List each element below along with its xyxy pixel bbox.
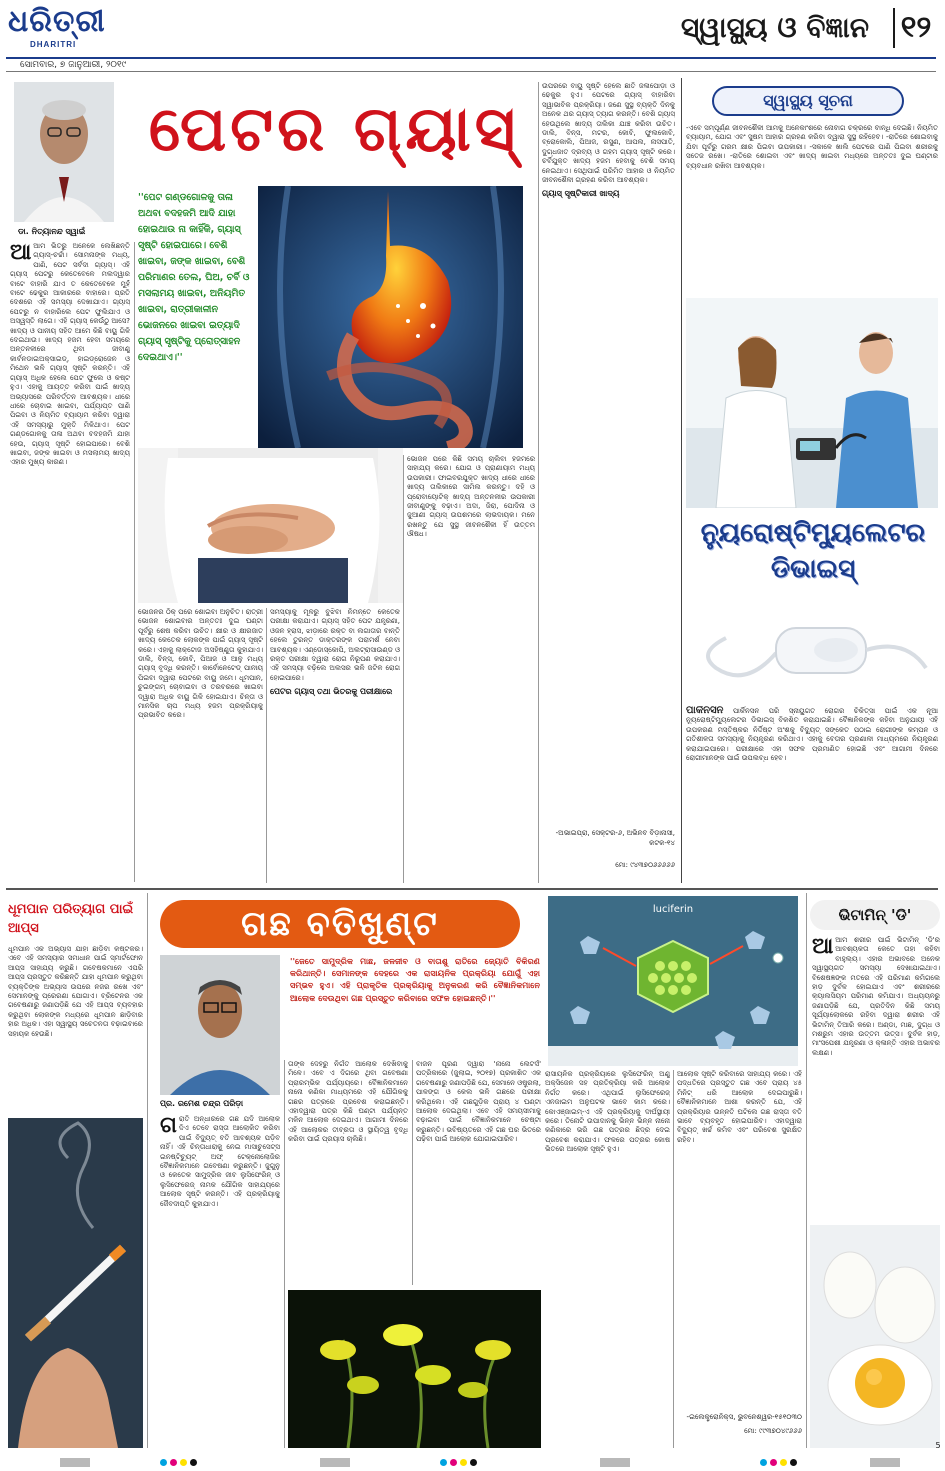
column-rule — [284, 1060, 285, 1448]
registration-block — [320, 1458, 350, 1467]
tree-author-photo — [160, 955, 280, 1095]
tests-subheading: ପେଟର ଗ୍ୟାସ୍ ତଥା ଭିତରକୁ ପରୀକ୍ଷାରେ — [270, 687, 393, 697]
tree-article-phone: ମୋ: ୯୯୩୭୦୪୯୬୬୬ — [744, 1427, 802, 1435]
registration-dot-yellow — [460, 1459, 467, 1466]
column-rule — [412, 1060, 413, 1285]
registration-dot-magenta — [770, 1459, 777, 1466]
smoking-headline: ଧୂମପାନ ପରିତ୍ୟାଗ ପାଇଁ ଆପ୍ସ — [8, 902, 134, 936]
nanoparticle-diagram — [548, 1066, 798, 1067]
tree-article-banner — [160, 900, 520, 948]
tree-author-name: ପ୍ର. ରମେଶ ଚନ୍ଦ୍ର ପରିଡ଼ା — [160, 1099, 244, 1108]
registration-block — [60, 1458, 90, 1467]
luciferin-diagram — [548, 896, 798, 1066]
article-phone: ମୋ: ୯୪୩୭୦୬୬୬୬୬ — [615, 861, 675, 869]
device-article-text — [686, 706, 938, 884]
dropcap: ଗ — [160, 1115, 177, 1138]
masthead — [0, 0, 945, 75]
dropcap: ଆ — [10, 242, 32, 265]
main-article-column-4: ଭୋଜନ ପରେ କିଛି ସମୟ ଚାଲିବା ହଜମରେ ସାହାଯ୍ୟ କରେ। ଯୋଗ ଓ ପ୍ରାଣାୟାମ ମଧ୍ୟ ଉପକାରୀ। ଫାଇବରଯୁକ୍ତ ଖାଦ୍ୟ ଧୀରେ ଧୀରେ ଖାଦ୍ୟ ତାଲିକାରେ ସାମିଲ କରନ୍ତୁ। ଦହି ଓ ପ୍ରୋବାୟୋଟିକ୍ ଖାଦ୍ୟ ଅନ୍ତନଳୀର ଉପକାରୀ ଜୀବାଣୁଙ୍କୁ ବଢ଼ାଏ। ଅଦା, ଜିରା, ପୋଦିନା ଓ ଜୁଆଣୀ ଗ୍ୟାସ୍ ଉପଶମରେ ଲାଭଦାୟକ। ମନେ ରଖନ୍ତୁ ଯେ ସୁସ୍ଥ ଜୀବନଶୈଳୀ ହିଁ ଉତ୍ତମ ଔଷଧ। — [407, 455, 535, 539]
column-rule — [538, 82, 539, 883]
device-article-body: ପାର୍କିନସନ ପରି ସ୍ନାୟୁଗତ ରୋଗର ଚିକିତ୍ସା ପାଇଁ ଏକ ନୂଆ ନ୍ୟୁରୋଷ୍ଟିମ୍ୟୁଲେଟର ଡିଭାଇସ୍ ବିକଶିତ କରାଯାଇଛି। ବୈଜ୍ଞାନିକଙ୍କ କହିବା ଅନୁଯାୟୀ ଏହି ଉପକରଣ ମସ୍ତିଷ୍କର ନିର୍ଦ୍ଦିଷ୍ଟ ଅଂଶକୁ ବିଦ୍ୟୁତ୍ ସଙ୍କେତ ପଠାଇ ରୋଗୀଙ୍କ କମ୍ପନ ଓ ଗତିଶୀଳତା ସମସ୍ୟାକୁ ନିୟନ୍ତ୍ରଣ କରିଥାଏ। ଏହାକୁ ବେତାର ପ୍ରଣାଳୀ ମାଧ୍ୟମରେ ନିୟନ୍ତ୍ରଣ କରାଯାଇପାରେ। ପରୀକ୍ଷାରେ ଏହା ସଫଳ ପ୍ରମାଣିତ ହୋଇଛି ଏବଂ ଆଗାମୀ ଦିନରେ ରୋଗୀମାନଙ୍କ ପାଇଁ ଉପଲବ୍ଧ ହେବ। — [686, 707, 938, 763]
registration-dot-magenta — [450, 1459, 457, 1466]
page-number: ୧୨ — [893, 8, 937, 48]
folio-number: 5 — [935, 1441, 941, 1450]
column-rule — [806, 893, 807, 1448]
headline: ପେଟର ଗ୍ୟାସ୍ — [148, 92, 520, 165]
registration-dot-cyan — [760, 1459, 767, 1466]
registration-dot-cyan — [440, 1459, 447, 1466]
vitamin-d-body: ଆମ ଶରୀର ପାଇଁ ଭିଟାମିନ୍ 'ଡି'ର ଆବଶ୍ୟକତା କେତେ ତାହା କହିବା ବାହୁଲ୍ୟ। ଏହାର ଅଭାବରେ ଅନେକ ସ୍ୱାସ୍ଥ୍ୟଗତ ସମସ୍ୟା ଦେଖାଯାଇଥାଏ। ବିଶେଷଜ୍ଞଙ୍କ ମତରେ ଏହି ପରିମାଣ କମିଗଲେ ହାଡ଼ ଦୁର୍ବଳ ହୋଇଯାଏ ଏବଂ ଶରୀରରେ କ୍ୟାଲସିୟମ ପରିମାଣ କମିଯାଏ। ଅଧ୍ୟୟନରୁ ଜଣାପଡ଼ିଛି ଯେ, ପ୍ରତିଦିନ କିଛି ସମୟ ସୂର୍ଯ୍ୟାଲୋକରେ ରହିବା ଦ୍ୱାରା ଶରୀର ଏହି ଭିଟାମିନ୍ ତିଆରି କରେ। ଅଣ୍ଡା, ମାଛ, ଦୁଗ୍ଧ ଓ ମଶରୁମ ଏହାର ଉତ୍ତମ ଉତ୍ସ। ଦୁର୍ବଳ ହାଡ଼, ମାଂସପେଶୀ ଯନ୍ତ୍ରଣା ଓ କ୍ଳାନ୍ତି ଏହାର ଅଭାବର ଲକ୍ଷଣ। — [812, 936, 940, 1057]
tree-article-column-3: ବାଜନ ପୂରଣ ଦ୍ୱାରା 'ନାନୋ ଲେଟର୍ସ' ପତ୍ରିକାରେ (ଜୁଲାଇ, ୨୦୧୭) ପ୍ରକାଶିତ ଏକ ଗବେଷଣାରୁ ଜଣାପଡ଼ିଛି ଯେ, ସେମାନେ ଓଷ୍ଟ୍ରଲା, ପାଳଙ୍ଗ ଓ କେଲ ଭଳି ଗଛରେ ପରୀକ୍ଷା କରିଥିଲେ। ଏହି ଗଛଗୁଡ଼ିକ ପ୍ରାୟ ୪ ଘଣ୍ଟା ଆଲୋକ ଦେଇଥିଲା। ଏବେ ଏହି ସମୟସୀମାକୁ ବଢ଼ାଇବା ପାଇଁ ବୈଜ୍ଞାନିକମାନେ ଚେଷ୍ଟା କରୁଛନ୍ତି। ଭବିଷ୍ୟତରେ ଏହି ଗଛ ଘର ଭିତରେ ପଢ଼ିବା ପାଇଁ ଆଲୋକ ଯୋଗାଇପାରିବ। — [416, 1060, 541, 1144]
tree-article-column-2: ତାଙ୍କ ଦେହରୁ ନିର୍ଗତ ଆଲୋକ ଦେଖିବାକୁ ମିଳେ। ଏବେ ଏ ଦିଗରେ ଥିବା ଗବେଷଣା ପ୍ରାରମ୍ଭିକ ପର୍ଯ୍ୟାୟରେ। ବୈଜ୍ଞାନିକମାନେ ନାନୋ କଣିକା ମାଧ୍ୟମରେ ଏହି ଯୌଗିକକୁ ଗଛର ପତ୍ରରେ ପ୍ରବେଶ କରାଇଛନ୍ତି। ଏହାଦ୍ୱାରା ପତ୍ର କିଛି ଘଣ୍ଟା ପର୍ଯ୍ୟନ୍ତ ମଳିନ ଆଲୋକ ଦେଇଥାଏ। ଆଗାମୀ ଦିନରେ ଏହି ଆଲୋକର ତୀବ୍ରତା ଓ ସ୍ଥାୟିତ୍ୱ ବୃଦ୍ଧି କରିବା ପାଇଁ ପ୍ରୟାସ ଚାଲିଛି। — [288, 1060, 408, 1144]
tree-article-intro: ''ଜେତେ ସାମୁଦ୍ରିକ ମାଛ, ଜଳଜୀବ ଓ ବାତାଶୁ ରାତିରେ ଜ୍ୟୋତି ବିକିରଣ କରିଥାନ୍ତି। ସେମାନଙ୍କ ଦେହରେ ଏକ ରାସାୟନିକ ପ୍ରକ୍ରିୟା ଯୋଗୁଁ ଏହା ସମ୍ଭବ ହୁଏ। ଏହି ପ୍ରାକୃତିକ ପ୍ରକ୍ରିୟାକୁ ଅନୁକରଣ କରି ବୈଜ୍ଞାନିକମାନେ ଆଲୋକ ଦେଉଥିବା ଗଛ ପ୍ରସ୍ତୁତ କରିବାରେ ସଫଳ ହୋଇଛନ୍ତି।'' — [290, 956, 540, 1003]
doctor-bp-photo — [686, 298, 938, 508]
registration-dot-black — [790, 1459, 797, 1466]
registration-dot-yellow — [780, 1459, 787, 1466]
section-divider — [6, 888, 938, 890]
main-article-col3-text: ସମସ୍ୟାକୁ ମୂଳରୁ ବୁଝିବା ନିମନ୍ତେ କେତେକ ପରୀକ୍ଷା କରାଯାଏ। ଗ୍ୟାସ୍ ସହିତ ପେଟ ଯନ୍ତ୍ରଣା, ଓଜନ ହ୍ରାସ, ଝାଡ଼ାରେ ରକ୍ତ ବା ଲଗାତାର ବାନ୍ତି ହେଲେ ତୁରନ୍ତ ଡାକ୍ତରଙ୍କ ପରାମର୍ଶ ନେବା ଆବଶ୍ୟକ। ଏଣ୍ଡୋସ୍କୋପି, ଅଲଟ୍ରାସାଉଣ୍ଡ ଓ ରକ୍ତ ପରୀକ୍ଷା ଦ୍ୱାରା ରୋଗ ନିରୂପଣ କରାଯାଏ। ଏହି ସମସ୍ୟା ବଢ଼ିଲେ ଅଲସର ଭଳି ଜଟିଳ ରୋଗ ହୋଇପାରେ। — [270, 608, 400, 682]
tree-article-headline: ଗଛ ବତିଖୁଣ୍ଟ — [241, 904, 439, 944]
column-rule — [266, 608, 267, 883]
main-article-column-3 — [270, 608, 400, 883]
cigarette-photo — [8, 1118, 143, 1448]
column-rule — [403, 455, 404, 883]
main-article-column-2: ଭୋଜନର ଠିକ୍ ପରେ ଶୋଇବା ଅନୁଚିତ। ରାତ୍ରୀ ଭୋଜନ ଶୋଇବାର ଅନ୍ତତଃ ଦୁଇ ଘଣ୍ଟା ପୂର୍ବରୁ ଶେଷ କରିବା ଉଚିତ। କ୍ଷୀର ଓ କ୍ଷୀରଜାତ ଖାଦ୍ୟ କେତେକ ଲୋକଙ୍କ ପାଇଁ ଗ୍ୟାସ୍ ସୃଷ୍ଟି କରେ। ଏହାକୁ ଲାକ୍ଟୋଜ ଅସହିଷ୍ଣୁତା କୁହାଯାଏ। ଡାଲି, ବିନ୍ସ, କୋବି, ପିଆଜ ଓ ଆଳୁ ମଧ୍ୟ ଗ୍ୟାସ୍ ବୃଦ୍ଧି କରନ୍ତି। କାର୍ବୋନେଟେଡ୍ ପାନୀୟ ପିଇବା ଦ୍ୱାରା ପେଟରେ ବାୟୁ ଜମେ। ଧୂମପାନ, ଚୁଇଙ୍ଗମ୍ ଚୋବାଇବା ଓ ତରବରରେ ଖାଇବା ଦ୍ୱାରା ଅଧିକ ବାୟୁ ଗିଳି ହୋଇଯାଏ। ଚିନ୍ତା ଓ ମାନସିକ ଚାପ ମଧ୍ୟ ହଜମ ପ୍ରକ୍ରିୟାକୁ ପ୍ରଭାବିତ କରେ। — [138, 608, 263, 720]
registration-dot-cyan — [160, 1459, 167, 1466]
device-headline: ନ୍ୟୁରୋଷ୍ଟିମ୍ୟୁଲେଟର ଡିଭାଇସ୍ — [700, 518, 926, 584]
registration-dot-magenta — [170, 1459, 177, 1466]
tree-article-column-1 — [160, 1115, 280, 1448]
main-article-col1-text: ଆମ ଭିତରୁ ଅନେକେ ଲେଖିଛନ୍ତି ଗ୍ୟାସ୍-ଚର୍ଚ୍ଚା। ସୋମନାଙ୍କ ମଧ୍ୟ, ପାଣି, ପେଟ ସର୍ବଦା ଗ୍ୟାସ୍। ଏହି ଗ୍ୟାସ୍ ପେଟରୁ କେତେବେଳେ ମଲଦ୍ୱାର ବାଟେ ବାହାରି ଯାଏ ତ କେତେବେଳେ ମୁହଁ ବାଟେ ଢେକୁର ଆକାରରେ ବାହାରେ। ପ୍ରତି ଦେଶରେ ଏହି ସମସ୍ୟା ଦେଖାଯାଏ। ଗ୍ୟାସ୍ ପେଟରୁ ନ ବାହାରିଲେ ପେଟ ଫୁଲିଯାଏ ଓ ଅସ୍ୱସ୍ତି ଲାଗେ। ଏହି ଗ୍ୟାସ୍ କେଉଁଠୁ ଆସେ? ଖାଦ୍ୟ ଓ ପାନୀୟ ସହିତ ଆମେ କିଛି ବାୟୁ ଗିଳି ଦେଇଥାଉ। ଖାଦ୍ୟ ହଜମ ହେବା ସମୟରେ ଅନ୍ତନଳୀରେ ଥିବା ଜୀବାଣୁ କାର୍ବନଡାଇଅକ୍ସାଇଡ୍, ହାଇଡ୍ରୋଜେନ ଓ ମିଥେନ ଭଳି ଗ୍ୟାସ୍ ସୃଷ୍ଟି କରନ୍ତି। ଏହି ଗ୍ୟାସ୍ ଅଧିକ ହେଲେ ପେଟ ଫୁଲେ ଓ କଷ୍ଟ ହୁଏ। ଏହାକୁ ଆୟତ୍ତ କରିବା ପାଇଁ ଖାଦ୍ୟ ଅଭ୍ୟାସରେ ପରିବର୍ତ୍ତନ ଆବଶ୍ୟକ। ଧୀରେ ଧୀରେ ଚୋବାଇ ଖାଇବା, ପର୍ଯ୍ୟାପ୍ତ ପାଣି ପିଇବା ଓ ନିୟମିତ ବ୍ୟାୟାମ କରିବା ଦ୍ୱାରା ଏହି ସମସ୍ୟାରୁ ମୁକ୍ତି ମିଳିଥାଏ। ପେଟ ଗଣ୍ଡଗୋଳକୁ ତାଳା ଅଥବା ବଦହଜମି ଯାହା ହେଉ, ଗ୍ୟାସ୍ ସୃଷ୍ଟି ହୋଇପାରେ। ବେଶି ଖାଇବା, ଜଙ୍କ ଖାଇବା ଓ ମସଲାମୟ ଖାଦ୍ୟ ଏହାର ମୁଖ୍ୟ କାରଣ। — [10, 242, 130, 467]
author-photo — [14, 82, 114, 222]
dateline: ସୋମବାର, ୭ ଜାନୁଆରୀ, ୨୦୧୯ — [6, 57, 936, 72]
main-article-col4-text-a: ଉପରରେ ବାୟୁ ସୃଷ୍ଟି ହେଲେ ଛାତି ଜଳାପୋଡ଼ା ଓ ଢେକୁର ହୁଏ। ପେଟରେ ଗ୍ୟାସ୍ ବାହାରିବା ସ୍ୱାଭାବିକ ପ୍ରକ୍ରିୟା। ଜଣେ ସୁସ୍ଥ ବ୍ୟକ୍ତି ଦିନକୁ ଅନେକ ଥର ଗ୍ୟାସ୍ ତ୍ୟାଗ କରନ୍ତି। ବେଶି ଗ୍ୟାସ୍ ହେଉଥିଲେ ଖାଦ୍ୟ ତାଲିକା ଯାଞ୍ଚ କରିବା ଉଚିତ। ଡାଲି, ବିନ୍ସ, ମଟର, କୋବି, ଫୁଲକୋବି, ବ୍ରୋକୋଲି, ପିଆଜ, ରସୁଣ, ଆପଲ, ନାସପାତି, ଦୁଗ୍ଧଜାତ ଦ୍ରବ୍ୟ ଓ ଗହମ ଗ୍ୟାସ୍ ସୃଷ୍ଟି କରେ। ଚର୍ବିଯୁକ୍ତ ଖାଦ୍ୟ ହଜମ ହେବାକୁ ବେଶି ସମୟ ନେଇଥାଏ। ସେଥିପାଇଁ ପରିମିତ ଆହାର ଓ ନିୟମିତ ଜୀବନଶୈଳୀ ଗ୍ରହଣ କରିବା ଆବଶ୍ୟକ। — [542, 82, 675, 185]
belly-pain-photo — [138, 448, 403, 603]
section-title: ସ୍ୱାସ୍ଥ୍ୟ ଓ ବିଜ୍ଞାନ — [680, 11, 870, 44]
logo-text: ଧରିତ୍ରୀ — [8, 4, 106, 39]
main-article-column-1 — [10, 242, 130, 882]
column-rule — [681, 78, 682, 883]
logo-subtext: DHARITRI — [30, 40, 77, 49]
boiled-egg-photo — [810, 1225, 940, 1448]
column-rule — [673, 1070, 674, 1448]
gas-foods-subheading: ଗ୍ୟାସ୍ ସୃଷ୍ଟିକାରୀ ଖାଦ୍ୟ — [542, 189, 620, 199]
column-rule — [134, 242, 135, 882]
column-rule — [147, 893, 148, 1448]
pull-quote: ''ପେଟ ଗଣ୍ଡଗୋଳକୁ ତାଳା ଅଥବା ବଦହଜମି ଆଦି ଯାହା ହୋଇଥାଉ ନା କାହିଁକି, ଗ୍ୟାସ୍ ସୃଷ୍ଟି ହୋଇପାରେ। ବେଶି ଖାଇବା, ଜଙ୍କ ଖାଇବା, ବେଶି ପରିମାଣର ତେଲ, ଘିଅ, ଚର୍ବି ଓ ମସଲାମୟ ଖାଇବା, ଅନିୟମିତ ଖାଇବା, ରାତ୍ରୀକାଳୀନ ଭୋଜନରେ ଖାଇବା ଇତ୍ୟାଦି ଗ୍ୟାସ୍ ସୃଷ୍ଟିକୁ ପ୍ରୋତ୍ସାହନ ଦେଇଥାଏ।'' — [138, 192, 250, 363]
registration-block — [870, 1458, 900, 1467]
tree-article-column-5: ଆଲୋକ ସୃଷ୍ଟି କରିବାରେ ସାହାଯ୍ୟ କରେ। ଏହି ପଦ୍ଧତିରେ ପ୍ରସ୍ତୁତ ଗଛ ଏବେ ପ୍ରାୟ ୪୫ ମିନିଟ୍ ଧରି ଆଲୋକ ଦେଇପାରୁଛି। ବୈଜ୍ଞାନିକମାନେ ଆଶା କରନ୍ତି ଯେ, ଏହି ପ୍ରକ୍ରିୟାର ଉନ୍ନତି ଘଟିଲେ ଗଛ ରାସ୍ତା ବତି ଭାବେ ବ୍ୟବହୃତ ହୋଇପାରିବ। ଏହାଦ୍ୱାରା ବିଦ୍ୟୁତ୍ ଖର୍ଚ୍ଚ କମିବ ଏବଂ ପରିବେଶ ସୁରକ୍ଷିତ ରହିବ। — [677, 1070, 802, 1144]
stomach-illustration — [258, 186, 523, 448]
vitamin-d-banner: ଭିଟାମିନ୍ 'ଡି' — [810, 900, 940, 930]
dropcap: ଆ — [812, 936, 834, 959]
author-name: ଡା. ନିତ୍ୟାନନ୍ଦ ସ୍ୱାଇଁ — [18, 227, 86, 236]
smoking-text: ଧୂମପାନ ଏକ ଅଭ୍ୟାସ ଯାହା ଛାଡ଼ିବା କଷ୍ଟକର। ଏବେ ଏହି ସମସ୍ୟାର ସମାଧାନ ପାଇଁ ସ୍ମାର୍ଟଫୋନ ଆପ୍ସ ସାହାଯ୍ୟ କରୁଛି। ଗବେଷକମାନେ ଏପରି ଆପ୍ସ ପ୍ରସ୍ତୁତ କରିଛନ୍ତି ଯାହା ଧୂମପାନ କରୁଥିବା ବ୍ୟକ୍ତିଙ୍କ ଅଭ୍ୟାସ ଉପରେ ନଜର ରଖେ ଏବଂ ସେମାନଙ୍କୁ ପ୍ରେରଣା ଯୋଗାଏ। ବ୍ରିଟେନର ଏକ ଗବେଷଣାରୁ ଜଣାପଡ଼ିଛି ଯେ ଏହି ଆପ୍ସ ବ୍ୟବହାର କରୁଥିବା ଲୋକଙ୍କ ମଧ୍ୟରେ ଧୂମପାନ ଛାଡ଼ିବାର ହାର ଅଧିକ। ଏହା ସ୍ୱାସ୍ଥ୍ୟ ସଚେତନତା ବଢ଼ାଇବାରେ ସହାୟକ ହେଉଛି। — [8, 945, 143, 1038]
article-signature: -ଅଭାଇପ୍ରା, ସେକ୍ଟର-୬, ଅଭିନବ ବିଡ଼ାନାସୀ, କଟକ-୧୪ — [555, 829, 675, 847]
registration-dot-black — [470, 1459, 477, 1466]
health-tips-banner: ସ୍ୱାସ୍ଥ୍ୟ ସୂଚନା — [712, 86, 904, 116]
print-registration-strip — [0, 1455, 945, 1471]
registration-dot-black — [190, 1459, 197, 1466]
device-article-lead: ପାର୍କିନସନ — [686, 706, 724, 716]
glowing-plant-photo — [288, 1290, 541, 1448]
registration-dot-yellow — [180, 1459, 187, 1466]
vitamin-d-text — [812, 936, 940, 1221]
luciferin-label: luciferin — [652, 904, 694, 915]
tree-article-column-4: ରାସାୟନିକ ପ୍ରକ୍ରିୟାରେ ଲୁସିଫେରିନ୍ ଅଣୁ ଅକ୍ସିଜେନ ସହ ପ୍ରତିକ୍ରିୟା କରି ଆଲୋକ ନିର୍ଗତ କରେ। ଏଥିପାଇଁ ଲୁସିଫେରେଜ୍ ଏନଜାଇମ ଅନୁଘଟକ ଭାବେ କାମ କରେ। କୋଏଞ୍ଜାଇମ୍-ଏ ଏହି ପ୍ରକ୍ରିୟାକୁ ଦୀର୍ଘସ୍ଥାୟୀ କରେ। ତିନୋଟି ଉପାଦାନକୁ ଭିନ୍ନ ଭିନ୍ନ ନାନୋ କଣିକାରେ ଭରି ଗଛ ପତ୍ରର ଛିଦ୍ର ଦେଇ ପ୍ରବେଶ କରାଯାଏ। ଫଳରେ ପତ୍ରର କୋଷ ଭିତରେ ଆଲୋକ ସୃଷ୍ଟି ହୁଏ। — [545, 1070, 670, 1154]
neurostimulator-photo — [686, 598, 938, 698]
tree-article-col1-text: ରାତି ଅନ୍ଧାରରେ ଗଛ ଯଦି ଆଲୋକ ଦିଏ ତେବେ ରାସ୍ତା ଆଲୋକିତ କରିବା ପାଇଁ ବିଦ୍ୟୁତ୍ ବତି ଆବଶ୍ୟକ ପଡ଼ିବ ନାହିଁ। ଏହି ଚିନ୍ତାଧାରାକୁ ନେଇ ମାସାଚୁସେଟ୍ସ ଇନଷ୍ଟିଚ୍ୟୁଟ୍ ଅଫ୍ ଟେକ୍ନୋଲୋଜିର ବୈଜ୍ଞାନିକମାନେ ଗବେଷଣା କରୁଛନ୍ତି। ଜୁଗୁନୁ ଓ କେତେକ ସାମୁଦ୍ରିକ ଜୀବ ଲୁସିଫେରିନ୍ ଓ ଲୁସିଫେରେଜ୍ ନାମକ ଯୌଗିକ ସାହାଯ୍ୟରେ ଆଲୋକ ସୃଷ୍ଟି କରନ୍ତି। ଏହି ପ୍ରକ୍ରିୟାକୁ ଜୈବଦୀପ୍ତି କୁହାଯାଏ। — [160, 1115, 280, 1208]
health-tips-text: -ଏବେ ସମ୍ପୂର୍ଣ୍ଣ ଜୀବନଶୈଳୀ ଆମକୁ ଅନେକାଂଶରେ ନୋବାଗ ଚକ୍ରରେ ବାନ୍ଧି ଦେଇଛି। ନିୟମିତ ବ୍ୟାୟାମ, ଯୋଗ ଏବଂ ସୁଷମ ଆହାର ଗ୍ରହଣ କରିବା ଦ୍ୱାରା ସୁସ୍ଥ ରହିହେବ। -ରାତିରେ ଶୋଇବାକୁ ଯିବା ପୂର୍ବରୁ ଗରମ କ୍ଷୀର ପିଇବା ଉପକାରୀ। -ସକାଳେ ଖାଲି ପେଟରେ ପାଣି ପିଇବା ଶରୀରକୁ ସତେଜ ରଖେ। -ରାତିରେ ଶୋଇବା ଏବଂ ଖାଦ୍ୟ ଖାଇବା ମଧ୍ୟରେ ଅନ୍ତତଃ ଦୁଇ ଘଣ୍ଟାର ବ୍ୟବଧାନ ରଖିବା ଆବଶ୍ୟକ। — [686, 124, 938, 170]
newspaper-logo — [8, 4, 158, 54]
main-article-column-5 — [542, 82, 675, 822]
registration-block — [600, 1458, 630, 1467]
tree-article-signature: -ଇଲେକ୍ଟ୍ରୋନିକ୍ସ, ଭୁବନେଶ୍ୱର-୧୫୧୦୩୦ — [686, 1413, 802, 1421]
